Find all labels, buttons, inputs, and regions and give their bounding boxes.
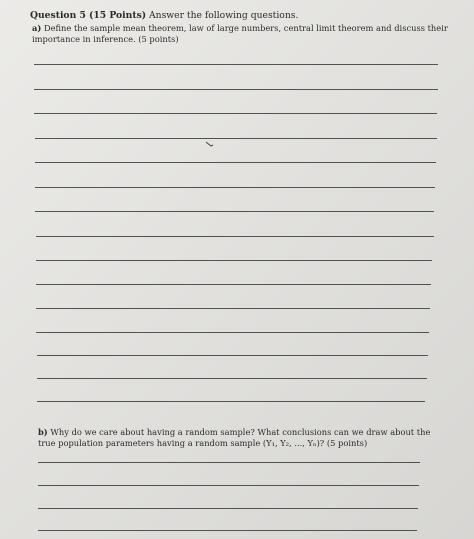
part-a-text: Define the sample mean theorem, law of large numbers, central limit theorem and discuss their importance in inference. (5 points) (32, 23, 448, 44)
answer-line (36, 332, 429, 333)
answer-line (36, 308, 430, 309)
answer-line (35, 211, 434, 212)
pen-mark-icon (205, 140, 215, 150)
part-b-label: b) (38, 427, 48, 437)
answer-line (36, 260, 432, 261)
answer-line (34, 64, 438, 65)
part-a-prompt (32, 23, 452, 45)
answer-line (36, 236, 434, 237)
answer-line (36, 284, 431, 285)
answer-line (38, 530, 417, 531)
answer-line (38, 462, 420, 463)
part-b-text: Why do we care about having a random sample? What conclusions can we draw about the true population parameters having a random sample (Y₁, Y₂, ..., Yₙ)? (5 points) (38, 427, 431, 448)
question-number: Question 5 (15 Points) (30, 10, 147, 21)
question-heading (30, 10, 450, 22)
answer-line (35, 138, 437, 139)
question-instruction: Answer the following questions. (149, 10, 299, 21)
answer-line (37, 355, 428, 356)
part-a-label: a) (32, 23, 42, 33)
answer-line (35, 162, 436, 163)
answer-line (34, 113, 437, 114)
answer-line (34, 89, 438, 90)
answer-line (38, 485, 419, 486)
answer-line (35, 187, 435, 188)
answer-line (37, 378, 427, 379)
answer-line (38, 508, 418, 509)
answer-line (37, 401, 425, 402)
part-b-prompt (38, 427, 438, 449)
